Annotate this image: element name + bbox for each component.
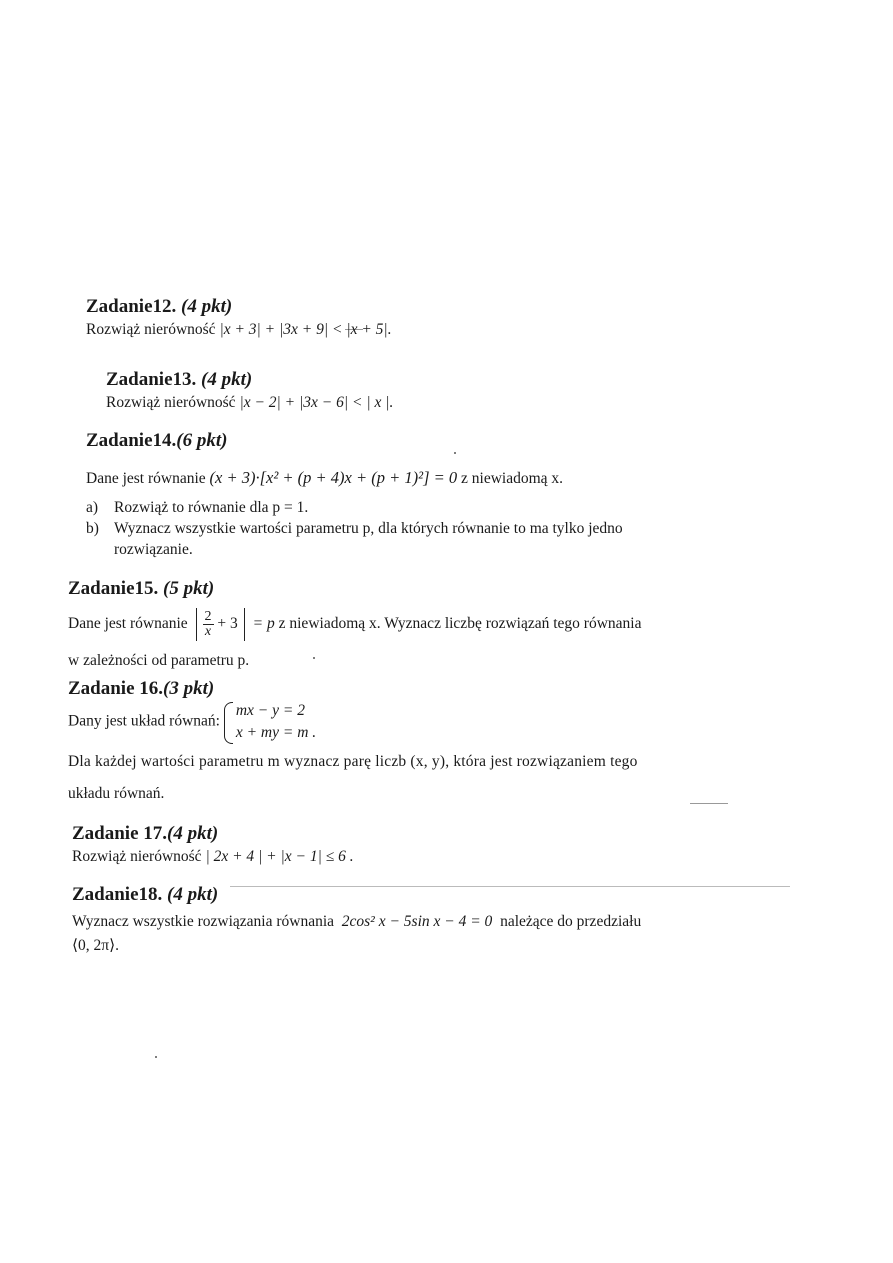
task-15-points: (5 pkt)	[163, 578, 215, 599]
task-16-eq2: x + my = m .	[235, 724, 317, 741]
task-14-label: Zadanie	[86, 430, 153, 451]
task-18-label: Zadanie	[72, 884, 139, 905]
task-18-line2: ⟨0, 2π⟩.	[72, 937, 120, 954]
task-15-formula-rest: = p	[252, 615, 275, 633]
task-14-body	[86, 468, 746, 489]
task-13-label: Zadanie	[106, 369, 173, 390]
task-13-body	[106, 393, 393, 413]
task-16-brace-icon	[224, 702, 233, 744]
task-13-points: (4 pkt)	[201, 369, 253, 390]
task-12-heading	[86, 296, 392, 318]
task-16-points: (3 pkt)	[163, 678, 215, 699]
task-16-number: 16.	[139, 678, 164, 699]
task-16-line3: układu równań.	[68, 785, 165, 802]
task-14-item-b-cont	[86, 539, 746, 560]
task-17-points: (4 pkt)	[167, 823, 219, 844]
task-16-intro: Dany jest układ równań:	[68, 712, 220, 730]
task-13	[106, 369, 393, 413]
task-15-number: 15.	[134, 578, 159, 599]
task-14-item-a-text: Rozwiąż to równanie dla p = 1.	[114, 499, 309, 516]
task-16-label: Zadanie	[68, 678, 135, 699]
task-18	[72, 884, 641, 956]
task-16-system	[224, 700, 316, 744]
task-16	[68, 678, 638, 804]
task-14-item-b-cont-text: rozwiązanie.	[114, 541, 193, 558]
task-14-item-a	[86, 497, 746, 518]
task-14-item-b-cont-label	[86, 539, 114, 560]
task-14-heading	[86, 430, 746, 452]
task-12-intro: Rozwiąż nierówność	[86, 321, 216, 338]
task-14-number: 14.	[152, 430, 177, 451]
task-15-label: Zadanie	[68, 578, 135, 599]
task-17-heading	[72, 823, 354, 845]
task-18-number: 18.	[138, 884, 163, 905]
task-14-formula: (x + 3)·[x² + (p + 4)x + (p + 1)²] = 0	[209, 468, 458, 487]
task-15-outro: z niewiadomą x. Wyznacz liczbę rozwiązań tego równania	[278, 615, 642, 633]
task-15-frac-num: 2	[204, 609, 212, 624]
task-12-number: 12.	[152, 296, 177, 317]
task-13-intro: Rozwiąż nierówność	[106, 394, 236, 411]
task-13-formula: |x − 2| + |3x − 6| < | x |.	[239, 394, 394, 411]
task-17-label: Zadanie	[72, 823, 139, 844]
task-12	[86, 296, 392, 340]
task-16-line2: Dla każdej wartości parametru m wyznacz parę liczb (x, y), która jest rozwiązaniem tego	[68, 753, 638, 770]
task-13-number: 13.	[172, 369, 197, 390]
task-17-number: 17.	[143, 823, 168, 844]
scan-speck	[155, 1056, 157, 1058]
task-13-heading	[106, 369, 393, 391]
task-12-label: Zadanie	[86, 296, 153, 317]
task-16-heading	[68, 678, 638, 700]
task-12-points: (4 pkt)	[181, 296, 233, 317]
task-12-formula: |x + 3| + |3x + 9| < |x + 5|.	[219, 321, 392, 338]
task-17-body	[72, 847, 354, 867]
task-15-intro: Dane jest równanie	[68, 615, 188, 633]
task-15-heading	[68, 578, 641, 600]
task-15-abs	[196, 608, 245, 641]
task-14-outro: z niewiadomą x.	[461, 470, 564, 487]
task-18-points: (4 pkt)	[167, 884, 219, 905]
task-17-intro: Rozwiąż nierówność	[72, 848, 202, 865]
task-14-item-b-text: Wyznacz wszystkie wartości parametru p, dla których równanie to ma tylko jedno	[114, 520, 623, 537]
task-14-list	[86, 497, 746, 560]
task-14-item-b	[86, 518, 746, 539]
task-18-outro: należące do przedziału	[500, 913, 642, 930]
task-18-intro: Wyznacz wszystkie rozwiązania równania	[72, 913, 335, 930]
task-14-item-b-label: b)	[86, 520, 99, 537]
task-15	[68, 578, 641, 671]
task-12-body	[86, 320, 392, 340]
task-15-fraction	[203, 610, 214, 639]
task-16-eq1: mx − y = 2	[235, 702, 305, 719]
task-16-body	[68, 700, 638, 744]
task-15-frac-den: x	[204, 624, 212, 639]
task-18-formula: 2cos² x − 5sin x − 4 = 0	[341, 913, 493, 930]
scan-rule-mid	[690, 803, 728, 804]
task-15-body	[68, 608, 641, 641]
task-18-body	[72, 912, 641, 932]
task-17	[72, 823, 354, 867]
task-15-frac-rest: + 3	[217, 615, 238, 633]
task-14-intro: Dane jest równanie	[86, 470, 206, 487]
task-14-item-a-label: a)	[86, 499, 99, 516]
task-14	[86, 430, 746, 560]
task-15-line2: w zależności od parametru p.	[68, 652, 250, 669]
task-18-heading	[72, 884, 641, 906]
task-17-formula: | 2x + 4 | + |x − 1| ≤ 6 .	[205, 848, 354, 865]
task-14-points: (6 pkt)	[176, 430, 228, 451]
